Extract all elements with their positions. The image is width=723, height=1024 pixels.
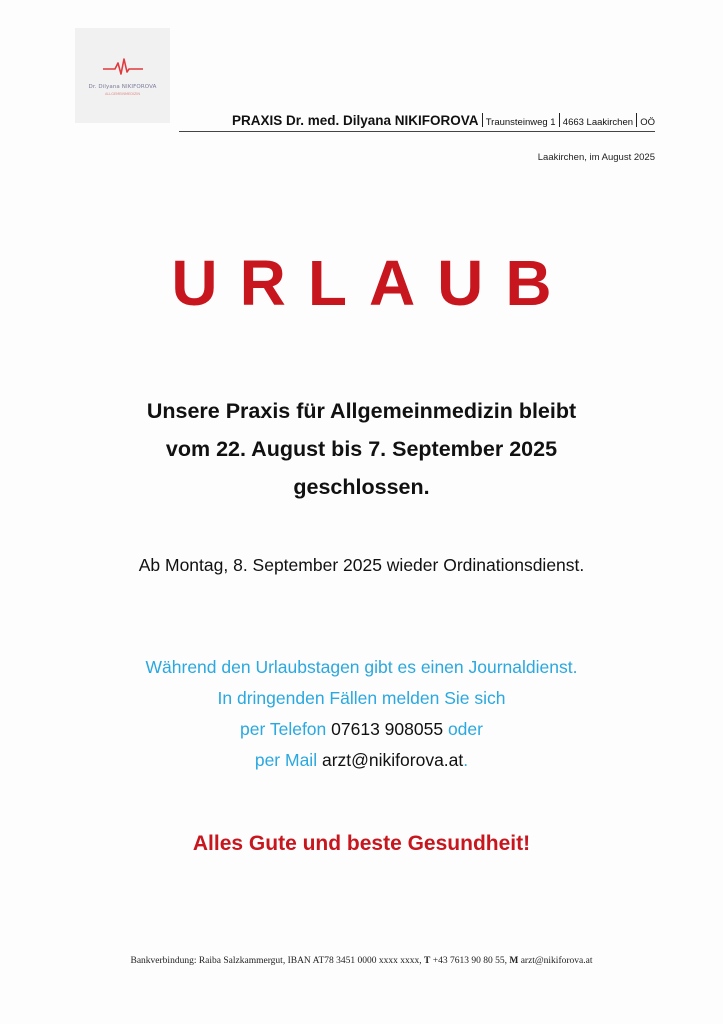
closure-line: vom 22. August bis 7. September 2025 <box>165 437 558 461</box>
divider <box>636 113 637 127</box>
phone-line <box>0 714 723 745</box>
page-title: URLAUB <box>171 247 574 319</box>
footer <box>0 956 723 966</box>
closure-line: geschlossen. <box>293 475 430 499</box>
city: 4663 Laakirchen <box>562 117 634 128</box>
tel-label: T <box>424 956 431 966</box>
mail-line <box>0 745 723 776</box>
letterhead <box>232 113 655 128</box>
phone-prefix: per Telefon <box>240 719 327 739</box>
mail-suffix: . <box>463 750 469 770</box>
divider <box>559 113 560 127</box>
journal-line: In dringenden Fällen melden Sie sich <box>217 688 506 708</box>
mail-prefix: per Mail <box>254 750 318 770</box>
phone-number[interactable]: 07613 908055 <box>331 719 444 739</box>
reopen-notice: Ab Montag, 8. September 2025 wieder Ordinationsdienst. <box>138 555 585 575</box>
journal-notice <box>0 652 723 776</box>
journal-line: Während den Urlaubstagen gibt es einen Journaldienst. <box>145 657 578 677</box>
mail-address[interactable]: arzt@nikiforova.at <box>321 750 464 770</box>
dateline: Laakirchen, im August 2025 <box>537 152 655 163</box>
practice-name: PRAXIS Dr. med. Dilyana NIKIFOROVA <box>231 113 479 128</box>
phone-suffix: oder <box>447 719 483 739</box>
bank-details: Bankverbindung: Raiba Salzkammergut, IBAN AT78 3451 0000 xxxx xxxx, <box>130 956 422 966</box>
footer-mail: arzt@nikiforova.at <box>520 956 593 966</box>
closure-notice <box>0 392 723 506</box>
logo-name: Dr. Dilyana NIKIFOROVA <box>88 84 157 90</box>
region: OÖ <box>640 117 655 128</box>
practice-logo <box>75 28 170 123</box>
heartbeat-icon <box>103 56 143 78</box>
closure-line: Unsere Praxis für Allgemeinmedizin bleibt <box>146 399 577 423</box>
mail-label: M <box>509 956 519 966</box>
street-address: Traunsteinweg 1 <box>485 117 556 128</box>
header-rule <box>179 131 655 132</box>
closing-wishes: Alles Gute und beste Gesundheit! <box>192 832 531 855</box>
divider <box>482 113 483 127</box>
logo-subtitle: ALLGEMEINMEDIZIN <box>104 92 141 96</box>
tel-number: +43 7613 90 80 55, <box>432 956 507 966</box>
